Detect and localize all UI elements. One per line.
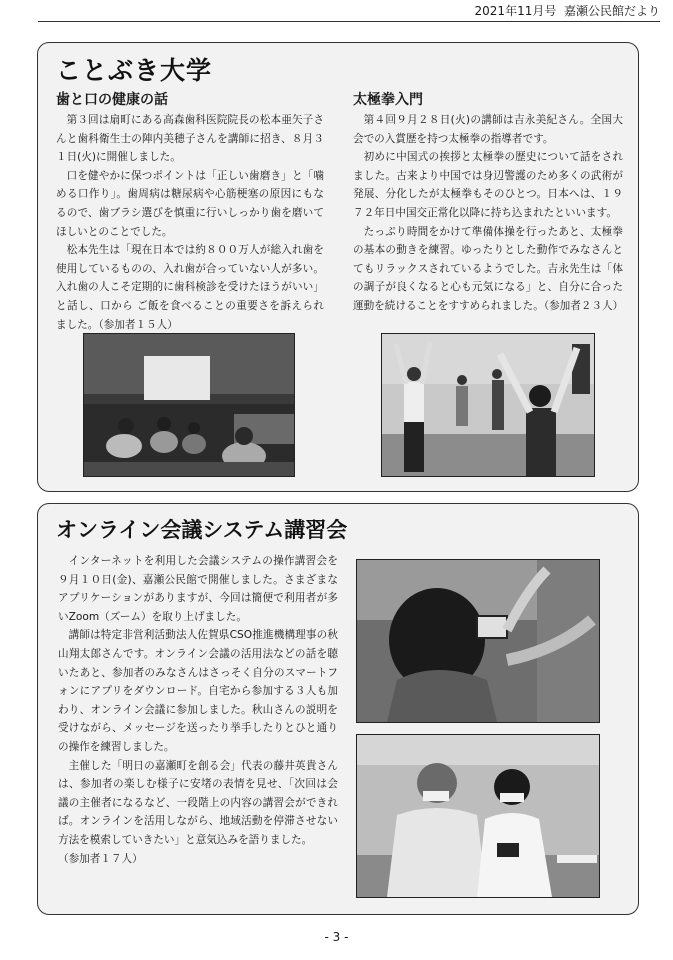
assistance-photo-image: [357, 735, 599, 897]
lecture-photo-image: [84, 334, 294, 476]
publication-name: 嘉瀬公民館だより: [563, 4, 660, 18]
lecture-photo: [83, 333, 295, 477]
online-paragraph: インターネットを利用した会議システムの操作講習会を９月１０日(金)、嘉瀬公民館で開催しました。さまざまなアプリケーションがありますが、今回は簡便で利用者が多いZoom（ズーム）を取り上げました。: [58, 555, 338, 623]
online-paragraph: 主催した「明日の嘉瀬町を創る会」代表の藤井英貴さんは、参加者の楽しむ様子に安堵の表情を見せ、「次回は会議の主催者になるなど、一段階上の内容の講習会ができれば。オンラインを活用しながら、地域活動を停滞させない方法を模索していきたい」と意気込みを語りました。: [58, 759, 338, 846]
online-attendance: （参加者１７人）: [58, 852, 143, 865]
online-paragraph: 講師は特定非営利活動法人佐賀県CSO推進機構理事の秋山翔太郎さんです。オンライン会議の活用法などの話を聴いたあと、参加者のみなさんはさっそく自分のスマートフォンにアプリをダウンロード。自宅から参加する３人も加わり、オンライン会議に参加しました。秋山さんの説明を受けながら、メッセージを送ったり挙手したりとひと通りの操作を練習しました。: [58, 629, 338, 753]
online-meeting-title: オンライン会議システム講習会: [56, 518, 348, 542]
online-meeting-section: [37, 503, 639, 915]
taichi-photo: [381, 333, 595, 477]
taichi-subtitle: 太極拳入門: [353, 92, 423, 108]
smartphone-photo-image: [357, 560, 599, 722]
kotobuki-title: ことぶき大学: [56, 56, 213, 85]
header-rule: [38, 21, 660, 22]
taichi-article: [353, 111, 623, 316]
taichi-paragraph: たっぷり時間をかけて準備体操を行ったあと、太極拳の基本の動きを練習。ゆったりとした動作でみなさんとてもリラックスされているようでした。吉永先生は「体の調子が良くなると心も元気になる」と、自分に合った運動を続けることをすすめられました。（参加者２３人）: [353, 225, 624, 312]
dental-paragraph: 口を健やかに保つポイントは「正しい歯磨き」と「噛める口作り」。歯周病は糖尿病や心筋梗塞の原因にもなるので、歯ブラシ選びを慎重に行いしっかり歯を磨いてほしいとのことでした。: [56, 169, 324, 238]
assistance-photo: [356, 734, 600, 898]
taichi-paragraph: 第４回９月２８日(火)の講師は吉永美紀さん。全国大会での入賞歴を持つ太極拳の指導者です。: [353, 114, 623, 145]
dental-article: [56, 111, 324, 334]
issue-date: 2021年11月号: [474, 4, 557, 18]
taichi-paragraph: 初めに中国式の挨拶と太極拳の歴史について話をされました。古来より中国では身辺警護のため多くの武術が発展、分化したが太極拳もそのひとつ。日本へは、１９７２年日中国交正常化以降に持ち込まれたといいます。: [353, 151, 623, 219]
header-issue-line: [300, 2, 660, 20]
taichi-photo-image: [382, 334, 594, 476]
kotobuki-section: [37, 42, 639, 492]
online-meeting-article: [58, 552, 338, 868]
smartphone-photo: [356, 559, 600, 723]
dental-paragraph: 松本先生は「現在日本では約８００万人が総入れ歯を使用しているものの、入れ歯が合っていない人が多い。入れ歯の人こそ定期的に歯科検診を受けたほうがいい」と話し、口から ご飯を食べることの重要さを訴えられました。（参加者１５人）: [56, 244, 324, 331]
dental-paragraph: 第３回は扇町にある高森歯科医院院長の松本亜矢子さんと歯科衛生士の陣内美穂子さんを講師に招き、８月３１日(火)に開催しました。: [56, 114, 324, 164]
page-number: - 3 -: [324, 930, 349, 944]
dental-subtitle: 歯と口の健康の話: [56, 92, 168, 108]
